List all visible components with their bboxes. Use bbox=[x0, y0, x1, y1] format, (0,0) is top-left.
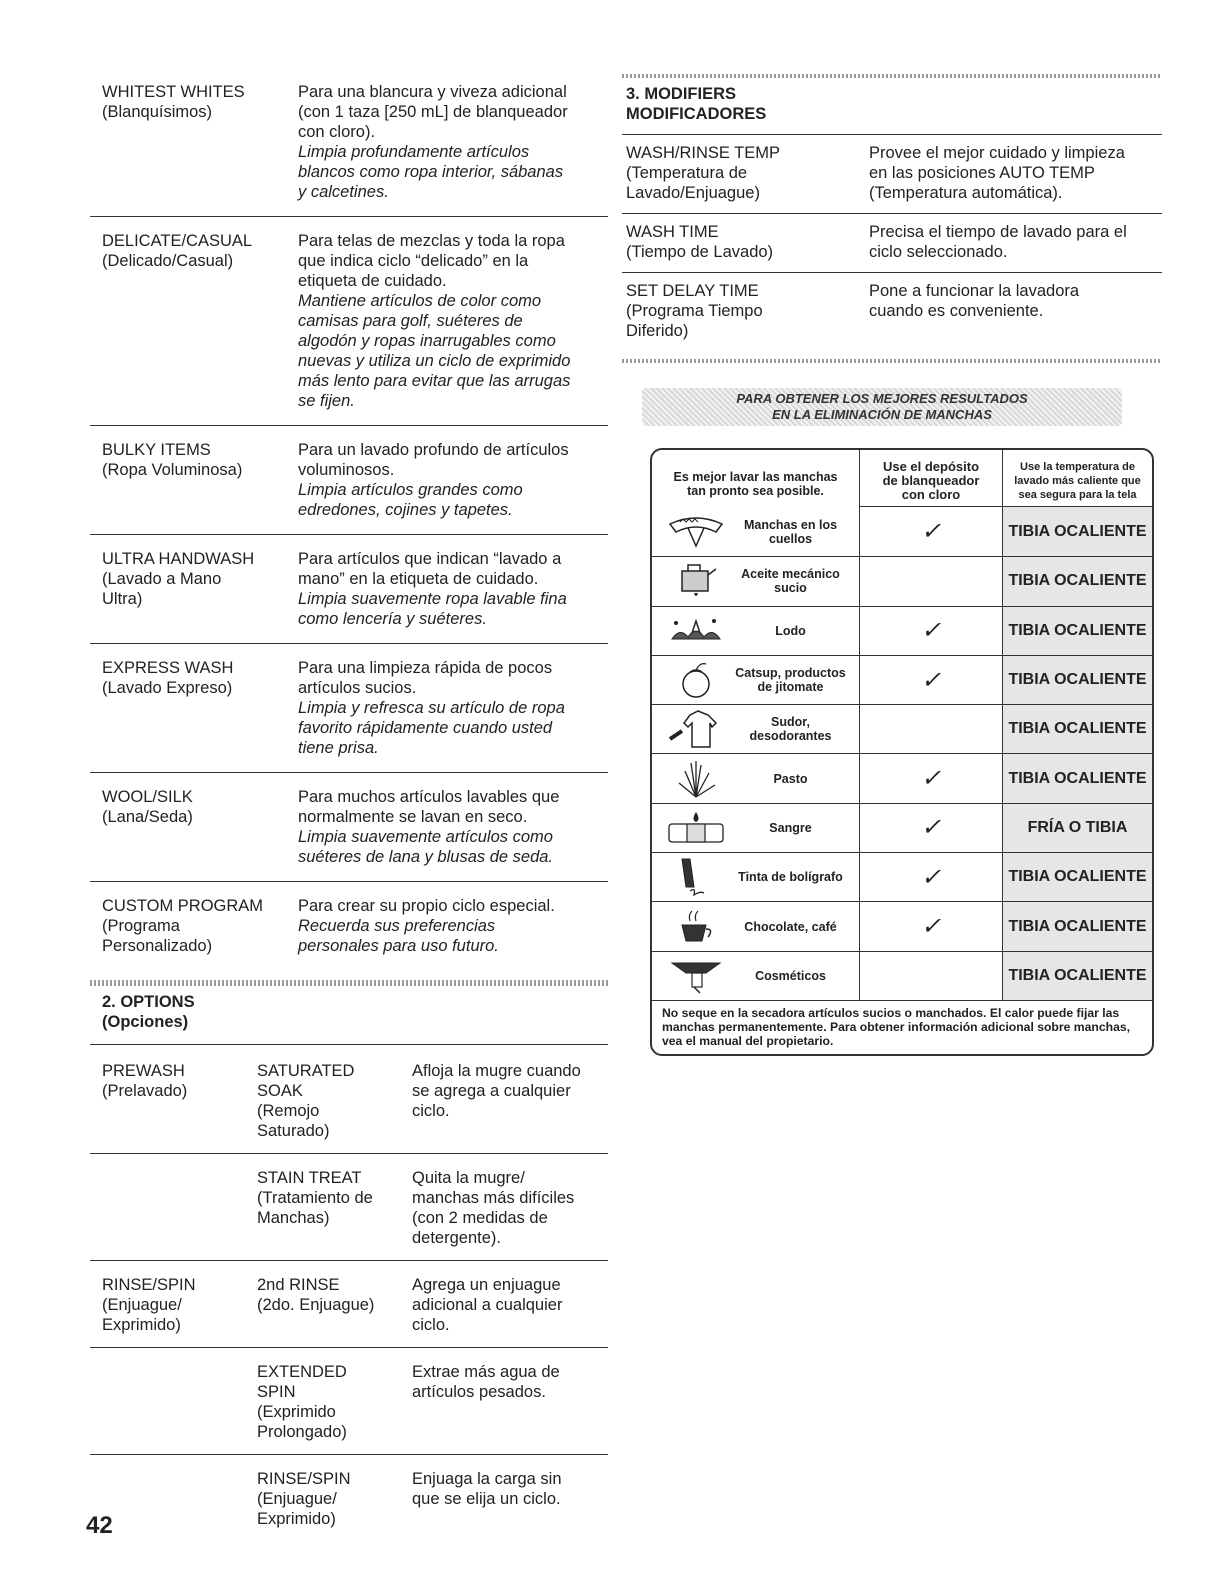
stain-row bbox=[652, 951, 1152, 1000]
option-group bbox=[102, 1061, 257, 1141]
temperature-cell bbox=[1002, 705, 1152, 753]
cycle-desc-line: artículos sucios. bbox=[298, 679, 417, 697]
modifier-name-line: (Tiempo de Lavado) bbox=[626, 243, 774, 261]
option-description bbox=[412, 1061, 608, 1141]
cycle-desc-line: Para telas de mezclas y toda la ropa bbox=[298, 232, 565, 250]
option-name-line: STAIN TREAT bbox=[257, 1169, 362, 1187]
stain-label bbox=[730, 567, 859, 595]
cycle-desc-italic-line: Mantiene artículos de color como bbox=[298, 292, 542, 310]
stain-label bbox=[730, 772, 859, 786]
right-column bbox=[622, 68, 1162, 369]
temperature-cell bbox=[1002, 607, 1152, 655]
stain-row bbox=[652, 803, 1152, 852]
cycle-description bbox=[298, 658, 608, 758]
option-name-line: Prolongado) bbox=[257, 1423, 347, 1441]
section-divider bbox=[622, 74, 1162, 78]
option-group bbox=[102, 1275, 257, 1335]
temperature-line: CALIENTE bbox=[1066, 966, 1147, 984]
modifier-row bbox=[622, 143, 1162, 214]
cycle-row bbox=[90, 545, 608, 644]
cycle-name-line: (Delicado/Casual) bbox=[102, 252, 234, 270]
option-name-line: SOAK bbox=[257, 1082, 303, 1100]
cycle-desc-line: Para muchos artículos lavables que bbox=[298, 788, 560, 806]
cycles-table bbox=[90, 78, 608, 970]
cycle-desc-italic-line: algodón y ropas inarrugables como bbox=[298, 332, 556, 350]
stain-row bbox=[652, 704, 1152, 753]
section-divider bbox=[90, 980, 608, 986]
cycle-name bbox=[102, 896, 298, 956]
temperature-cell bbox=[1002, 656, 1152, 704]
modifier-name-line: (Programa Tiempo bbox=[626, 302, 763, 320]
option-description bbox=[412, 1362, 608, 1442]
cycle-row bbox=[90, 783, 608, 882]
temperature-line: TIBIA O bbox=[1008, 522, 1067, 540]
cycle-desc-italic-line: más lento para evitar que las arrugas bbox=[298, 372, 571, 390]
option-group-line: Exprimido) bbox=[102, 1316, 181, 1334]
cycle-name-line: EXPRESS WASH bbox=[102, 659, 234, 677]
stain-label bbox=[730, 666, 859, 694]
cycle-name-line: (Blanquísimos) bbox=[102, 103, 213, 121]
cycle-desc-italic-line: y calcetines. bbox=[298, 183, 389, 201]
stain-label bbox=[730, 821, 859, 835]
cycle-name-line: Ultra) bbox=[102, 590, 143, 608]
stain-label-line: Sangre bbox=[769, 820, 812, 835]
temperature-line: CALIENTE bbox=[1066, 671, 1147, 689]
temperature-line: CALIENTE bbox=[1066, 522, 1147, 540]
bleach-cell bbox=[859, 754, 1002, 802]
stain-removal-table bbox=[650, 448, 1154, 1056]
option-description bbox=[412, 1469, 608, 1529]
cycle-row bbox=[90, 227, 608, 426]
temperature-line: TIBIA O bbox=[1008, 621, 1067, 639]
option-name-line: (Enjuague/ bbox=[257, 1490, 337, 1508]
options-title: 2. OPTIONS (Opciones) bbox=[90, 992, 608, 1045]
modifier-description bbox=[869, 222, 1162, 262]
option-name-line: (Remojo bbox=[257, 1102, 320, 1120]
stain-label bbox=[730, 624, 859, 638]
temperature-line: CALIENTE bbox=[1066, 720, 1147, 738]
stain-label-line: Pasto bbox=[773, 771, 808, 786]
cycle-desc-italic-line: Limpia profundamente artículos bbox=[298, 143, 530, 161]
stain-removal-banner: PARA OBTENER LOS MEJORES RESULTADOS EN LA ELIMINACIÓN DE MANCHAS bbox=[642, 388, 1122, 426]
option-name-line: SPIN bbox=[257, 1383, 296, 1401]
option-name-line: 2nd RINSE bbox=[257, 1276, 340, 1294]
option-name-line: Exprimido) bbox=[257, 1510, 336, 1528]
cycle-row bbox=[90, 892, 608, 970]
option-group bbox=[102, 1469, 257, 1529]
cycle-desc-italic-line: camisas para golf, suéteres de bbox=[298, 312, 523, 330]
cycle-desc-line: con cloro). bbox=[298, 123, 376, 141]
bleach-cell bbox=[859, 557, 1002, 605]
cycle-name-line: WHITEST WHITES bbox=[102, 83, 245, 101]
option-row bbox=[90, 1269, 608, 1348]
option-description bbox=[412, 1275, 608, 1335]
option-name-line: (Exprimido bbox=[257, 1403, 336, 1421]
cycle-desc-italic-line: suéteres de lana y blusas de seda. bbox=[298, 848, 554, 866]
temperature-line: TIBIA O bbox=[1008, 966, 1067, 984]
cycle-row bbox=[90, 436, 608, 535]
header-temperature: Use la temperatura de lavado más caliente que sea segura para la tela bbox=[1002, 450, 1152, 507]
option-desc-line: artículos pesados. bbox=[412, 1383, 546, 1401]
stain-table-header bbox=[652, 450, 1152, 507]
modifier-desc-line: en las posiciones AUTO TEMP bbox=[869, 164, 1095, 182]
option-row bbox=[90, 1356, 608, 1455]
modifier-desc-line: Provee el mejor cuidado y limpieza bbox=[869, 144, 1125, 162]
cycle-desc-line: normalmente se lavan en seco. bbox=[298, 808, 528, 826]
temperature-line: TIBIA O bbox=[1008, 671, 1067, 689]
cycle-row bbox=[90, 654, 608, 773]
stain-type bbox=[652, 656, 859, 704]
option-group-line: (Enjuague/ bbox=[102, 1296, 182, 1314]
cycle-desc-italic-line: como lencería y suéteres. bbox=[298, 610, 487, 628]
cycle-desc-italic-line: personales para uso futuro. bbox=[298, 937, 499, 955]
cycle-name bbox=[102, 440, 298, 520]
option-row bbox=[90, 1055, 608, 1154]
option-name-line: (2do. Enjuague) bbox=[257, 1296, 375, 1314]
option-name-line: RINSE/SPIN bbox=[257, 1470, 351, 1488]
option-name-line: SATURATED bbox=[257, 1062, 355, 1080]
temperature-line: TIBIA O bbox=[1008, 769, 1067, 787]
stain-type bbox=[652, 804, 859, 852]
modifier-name-line: SET DELAY TIME bbox=[626, 282, 759, 300]
bleach-cell bbox=[859, 656, 1002, 704]
cycle-description bbox=[298, 440, 608, 520]
cycle-name-line: CUSTOM PROGRAM bbox=[102, 897, 264, 915]
modifiers-table bbox=[622, 143, 1162, 351]
stain-row bbox=[652, 753, 1152, 802]
cycle-desc-italic-line: Limpia artículos grandes como bbox=[298, 481, 523, 499]
stain-label-line: Tinta de bolígrafo bbox=[738, 870, 843, 885]
stain-type bbox=[652, 853, 859, 901]
cycle-desc-italic-line: nuevas y utiliza un ciclo de exprimido bbox=[298, 352, 571, 370]
modifier-name-line: Lavado/Enjuague) bbox=[626, 184, 760, 202]
mud-icon bbox=[662, 611, 730, 651]
stain-label-line: Manchas en los bbox=[743, 517, 838, 532]
option-row bbox=[90, 1463, 608, 1541]
option-name bbox=[257, 1275, 412, 1335]
coffee-cup-icon bbox=[662, 907, 730, 947]
modifier-name bbox=[626, 143, 869, 203]
cycle-name bbox=[102, 787, 298, 867]
cycle-row bbox=[90, 78, 608, 217]
cycle-name-line: (Programa bbox=[102, 917, 180, 935]
check-mark-icon: ✓ bbox=[920, 617, 942, 645]
cycle-desc-line: (con 1 taza [250 mL] de blanqueador bbox=[298, 103, 568, 121]
tomato-icon bbox=[662, 660, 730, 700]
cycle-desc-italic-line: se fijen. bbox=[298, 392, 355, 410]
stain-rows bbox=[652, 507, 1152, 1000]
modifier-name-line: Diferido) bbox=[626, 322, 689, 340]
cycle-name-line: DELICATE/CASUAL bbox=[102, 232, 253, 250]
option-name bbox=[257, 1469, 412, 1529]
cycle-desc-italic-line: blancos como ropa interior, sábanas bbox=[298, 163, 564, 181]
stain-label-line: cuellos bbox=[768, 531, 813, 546]
option-group-line: RINSE/SPIN bbox=[102, 1276, 196, 1294]
header-wash-asap: Es mejor lavar las manchas tan pronto sea posible. bbox=[673, 470, 838, 498]
modifier-name bbox=[626, 281, 869, 341]
option-name-line: Manchas) bbox=[257, 1209, 330, 1227]
oil-can-icon bbox=[662, 561, 730, 601]
stain-label-line: Catsup, productos bbox=[735, 666, 846, 681]
stain-label bbox=[730, 870, 859, 884]
cycle-desc-italic-line: Limpia y refresca su artículo de ropa bbox=[298, 699, 565, 717]
temperature-line: CALIENTE bbox=[1066, 769, 1147, 787]
option-group-line: (Prelavado) bbox=[102, 1082, 188, 1100]
cycle-description bbox=[298, 896, 608, 956]
stain-label-line: desodorantes bbox=[749, 729, 832, 744]
option-group-line: PREWASH bbox=[102, 1062, 185, 1080]
check-mark-icon: ✓ bbox=[920, 913, 942, 941]
modifier-name-line: (Temperatura de bbox=[626, 164, 748, 182]
lipstick-icon bbox=[662, 956, 730, 996]
cycle-desc-line: Para una blancura y viveza adicional bbox=[298, 83, 567, 101]
option-row bbox=[90, 1162, 608, 1261]
cycle-name-line: WOOL/SILK bbox=[102, 788, 193, 806]
stain-label bbox=[730, 715, 859, 743]
stain-type bbox=[652, 557, 859, 605]
stain-row bbox=[652, 507, 1152, 556]
temperature-line: TIBIA O bbox=[1008, 917, 1067, 935]
cycle-name bbox=[102, 658, 298, 758]
stain-label bbox=[730, 518, 859, 546]
cycle-desc-line: Para una limpieza rápida de pocos bbox=[298, 659, 553, 677]
options-table bbox=[90, 1055, 608, 1541]
stain-label-line: Sudor, bbox=[771, 715, 810, 730]
stain-footer-note: No seque en la secadora artículos sucios o manchados. El calor puede fijar las manchas permanentemente. Para obtener información adicional sobre manchas, vea el manual del propietario. bbox=[652, 1000, 1152, 1053]
temperature-cell bbox=[1002, 507, 1152, 556]
stain-label-line: Cosméticos bbox=[755, 968, 826, 983]
stain-label-line: Aceite mecánico bbox=[741, 567, 840, 582]
modifier-name-line: WASH TIME bbox=[626, 223, 719, 241]
bleach-cell bbox=[859, 853, 1002, 901]
temperature-cell bbox=[1002, 557, 1152, 605]
cycle-desc-line: Para artículos que indican “lavado a bbox=[298, 550, 562, 568]
modifier-desc-line: cuando es conveniente. bbox=[869, 302, 1044, 320]
temperature-line: TIBIA O bbox=[1008, 572, 1067, 590]
modifier-desc-line: Precisa el tiempo de lavado para el bbox=[869, 223, 1127, 241]
modifier-row bbox=[622, 222, 1162, 273]
temperature-line: CALIENTE bbox=[1066, 868, 1147, 886]
cycle-name-line: Personalizado) bbox=[102, 937, 213, 955]
stain-row bbox=[652, 655, 1152, 704]
option-name bbox=[257, 1168, 412, 1248]
modifier-description bbox=[869, 281, 1162, 341]
stain-type bbox=[652, 902, 859, 950]
option-desc-line: Enjuaga la carga sin bbox=[412, 1470, 562, 1488]
cycle-name bbox=[102, 231, 298, 411]
stain-label-line: de jitomate bbox=[757, 680, 824, 695]
bleach-cell bbox=[859, 607, 1002, 655]
cycle-desc-line: voluminosos. bbox=[298, 461, 395, 479]
left-column bbox=[90, 78, 608, 1549]
stain-label bbox=[730, 920, 859, 934]
cycle-desc-line: Para un lavado profundo de artículos bbox=[298, 441, 569, 459]
check-mark-icon: ✓ bbox=[920, 518, 942, 546]
temperature-cell bbox=[1002, 754, 1152, 802]
cycle-desc-italic-line: Limpia suavemente ropa lavable fina bbox=[298, 590, 567, 608]
grass-icon bbox=[662, 759, 730, 799]
modifier-name-line: WASH/RINSE TEMP bbox=[626, 144, 781, 162]
option-desc-line: adicional a cualquier bbox=[412, 1296, 563, 1314]
cycle-desc-line: etiqueta de cuidado. bbox=[298, 272, 447, 290]
cycle-desc-line: Para crear su propio ciclo especial. bbox=[298, 897, 555, 915]
header-bleach: Use el depósito de blanqueador con cloro bbox=[859, 450, 1002, 507]
modifier-row bbox=[622, 281, 1162, 351]
option-group bbox=[102, 1362, 257, 1442]
cycle-name-line: (Lavado Expreso) bbox=[102, 679, 233, 697]
cycle-name-line: BULKY ITEMS bbox=[102, 441, 211, 459]
bleach-cell bbox=[859, 804, 1002, 852]
cycle-description bbox=[298, 549, 608, 629]
cycle-name-line: (Ropa Voluminosa) bbox=[102, 461, 243, 479]
bleach-cell bbox=[859, 507, 1002, 556]
temperature-line: FRÍA O TIBIA bbox=[1027, 818, 1128, 836]
option-desc-line: (con 2 medidas de bbox=[412, 1209, 548, 1227]
temperature-cell bbox=[1002, 804, 1152, 852]
temperature-line: CALIENTE bbox=[1066, 572, 1147, 590]
cycle-desc-line: mano” en la etiqueta de cuidado. bbox=[298, 570, 539, 588]
stain-row bbox=[652, 852, 1152, 901]
cycle-desc-italic-line: edredones, cojines y tapetes. bbox=[298, 501, 513, 519]
deodorant-shirt-icon bbox=[662, 709, 730, 749]
option-group bbox=[102, 1168, 257, 1248]
cycle-description bbox=[298, 787, 608, 867]
check-mark-icon: ✓ bbox=[920, 814, 942, 842]
temperature-line: CALIENTE bbox=[1066, 621, 1147, 639]
temperature-cell bbox=[1002, 853, 1152, 901]
check-mark-icon: ✓ bbox=[920, 666, 942, 694]
stain-type bbox=[652, 952, 859, 1000]
cycle-name-line: ULTRA HANDWASH bbox=[102, 550, 255, 568]
option-desc-line: que se elija un ciclo. bbox=[412, 1490, 561, 1508]
option-desc-line: Afloja la mugre cuando bbox=[412, 1062, 581, 1080]
option-name bbox=[257, 1061, 412, 1141]
cycle-description bbox=[298, 231, 608, 411]
option-desc-line: ciclo. bbox=[412, 1316, 450, 1334]
pen-icon bbox=[662, 857, 730, 897]
stain-row bbox=[652, 901, 1152, 950]
modifier-desc-line: (Temperatura automática). bbox=[869, 184, 1063, 202]
modifiers-title: 3. MODIFIERS MODIFICADORES bbox=[622, 84, 1162, 135]
cycle-description bbox=[298, 82, 608, 202]
stain-label bbox=[730, 969, 859, 983]
option-desc-line: manchas más difíciles bbox=[412, 1189, 575, 1207]
cycle-name bbox=[102, 82, 298, 202]
option-desc-line: se agrega a cualquier bbox=[412, 1082, 571, 1100]
option-name-line: Saturado) bbox=[257, 1122, 330, 1140]
cycle-desc-italic-line: tiene prisa. bbox=[298, 739, 379, 757]
check-mark-icon: ✓ bbox=[920, 863, 942, 891]
option-name-line: EXTENDED bbox=[257, 1363, 347, 1381]
stain-label-line: Chocolate, café bbox=[744, 919, 837, 934]
stain-type bbox=[652, 754, 859, 802]
cycle-desc-italic-line: Limpia suavemente artículos como bbox=[298, 828, 553, 846]
modifier-desc-line: ciclo seleccionado. bbox=[869, 243, 1008, 261]
option-name bbox=[257, 1362, 412, 1442]
bleach-cell bbox=[859, 705, 1002, 753]
bleach-cell bbox=[859, 902, 1002, 950]
stain-row bbox=[652, 556, 1152, 605]
cycle-name-line: (Lavado a Mano bbox=[102, 570, 222, 588]
stain-type bbox=[652, 705, 859, 753]
temperature-line: CALIENTE bbox=[1066, 917, 1147, 935]
option-desc-line: Extrae más agua de bbox=[412, 1363, 560, 1381]
modifier-desc-line: Pone a funcionar la lavadora bbox=[869, 282, 1080, 300]
option-desc-line: Quita la mugre/ bbox=[412, 1169, 525, 1187]
option-desc-line: detergente). bbox=[412, 1229, 501, 1247]
option-desc-line: ciclo. bbox=[412, 1102, 450, 1120]
bleach-cell bbox=[859, 952, 1002, 1000]
section-divider bbox=[622, 359, 1162, 363]
option-desc-line: Agrega un enjuague bbox=[412, 1276, 561, 1294]
temperature-line: TIBIA O bbox=[1008, 720, 1067, 738]
temperature-cell bbox=[1002, 902, 1152, 950]
shirt-collar-icon bbox=[662, 512, 730, 552]
stain-type bbox=[652, 507, 859, 556]
check-mark-icon: ✓ bbox=[920, 765, 942, 793]
modifier-description bbox=[869, 143, 1162, 203]
temperature-cell bbox=[1002, 952, 1152, 1000]
stain-label-line: sucio bbox=[774, 581, 807, 596]
temperature-line: TIBIA O bbox=[1008, 868, 1067, 886]
cycle-desc-italic-line: Recuerda sus preferencias bbox=[298, 917, 496, 935]
option-name-line: (Tratamiento de bbox=[257, 1189, 373, 1207]
page-number: 42 bbox=[86, 1512, 113, 1539]
cycle-desc-line: que indica ciclo “delicado” en la bbox=[298, 252, 529, 270]
cycle-desc-italic-line: favorito rápidamente cuando usted bbox=[298, 719, 553, 737]
stain-label-line: Lodo bbox=[775, 623, 806, 638]
stain-type bbox=[652, 607, 859, 655]
option-description bbox=[412, 1168, 608, 1248]
cycle-name bbox=[102, 549, 298, 629]
stain-row bbox=[652, 606, 1152, 655]
modifier-name bbox=[626, 222, 869, 262]
cycle-name-line: (Lana/Seda) bbox=[102, 808, 193, 826]
bandage-icon bbox=[662, 808, 730, 848]
